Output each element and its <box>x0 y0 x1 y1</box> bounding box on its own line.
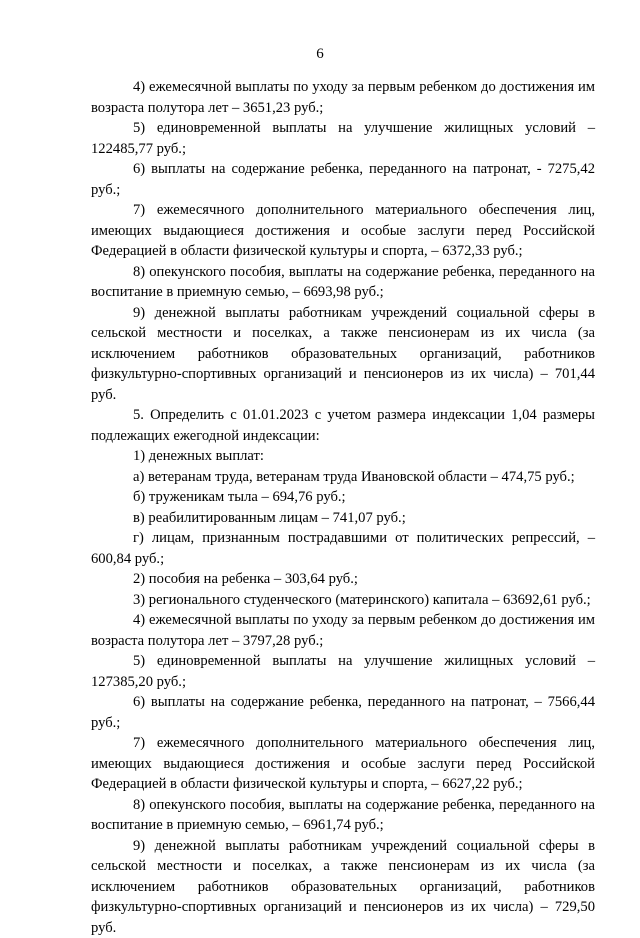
paragraph: б) труженикам тыла – 694,76 руб.; <box>91 487 595 508</box>
paragraph: 4) ежемесячной выплаты по уходу за первым ребенком до достижения им возраста полутора лет – 3651,23 руб.; <box>91 77 595 118</box>
paragraph: 2) пособия на ребенка – 303,64 руб.; <box>91 569 595 590</box>
paragraph: 7) ежемесячного дополнительного материального обеспечения лиц, имеющих выдающиеся достижения и особые заслуги перед Российской Федерацией в области физической культуры и спорта, – 6627,22 руб.; <box>91 733 595 795</box>
paragraph: 7) ежемесячного дополнительного материального обеспечения лиц, имеющих выдающиеся достижения и особые заслуги перед Российской Федерацией в области физической культуры и спорта, – 6372,33 руб.; <box>91 200 595 262</box>
paragraph: 5) единовременной выплаты на улучшение жилищных условий – 127385,20 руб.; <box>91 651 595 692</box>
paragraph: 6) выплаты на содержание ребенка, переданного на патронат, – 7566,44 руб.; <box>91 692 595 733</box>
paragraph: в) реабилитированным лицам – 741,07 руб.; <box>91 508 595 529</box>
paragraph: 4) ежемесячной выплаты по уходу за первым ребенком до достижения им возраста полутора лет – 3797,28 руб.; <box>91 610 595 651</box>
paragraph: 8) опекунского пособия, выплаты на содержание ребенка, переданного на воспитание в приемную семью, – 6961,74 руб.; <box>91 795 595 836</box>
paragraph: 3) регионального студенческого (материнского) капитала – 63692,61 руб.; <box>91 590 595 611</box>
paragraph: г) лицам, признанным пострадавшими от политических репрессий, – 600,84 руб.; <box>91 528 595 569</box>
paragraph: 9) денежной выплаты работникам учреждений социальной сферы в сельской местности и поселках, а также пенсионерам из их числа (за исключением работников образовательных организаций, работников физкультурно-спортивных организаций и пенсионеров из их числа) – 729,50 руб. <box>91 836 595 938</box>
paragraph: а) ветеранам труда, ветеранам труда Ивановской области – 474,75 руб.; <box>91 467 595 488</box>
paragraph: 1) денежных выплат: <box>91 446 595 467</box>
paragraph: 5) единовременной выплаты на улучшение жилищных условий – 122485,77 руб.; <box>91 118 595 159</box>
paragraph: 9) денежной выплаты работникам учреждений социальной сферы в сельской местности и поселках, а также пенсионерам из их числа (за исключением работников образовательных организаций, работников физкультурно-спортивных организаций и пенсионеров из их числа) – 701,44 руб. <box>91 303 595 406</box>
paragraph: 5. Определить с 01.01.2023 с учетом размера индексации 1,04 размеры подлежащих ежегодной индексации: <box>91 405 595 446</box>
document-body <box>91 77 595 938</box>
page-number: 6 <box>0 44 640 64</box>
paragraph: 6) выплаты на содержание ребенка, переданного на патронат, - 7275,42 руб.; <box>91 159 595 200</box>
paragraph: 8) опекунского пособия, выплаты на содержание ребенка, переданного на воспитание в приемную семью, – 6693,98 руб.; <box>91 262 595 303</box>
